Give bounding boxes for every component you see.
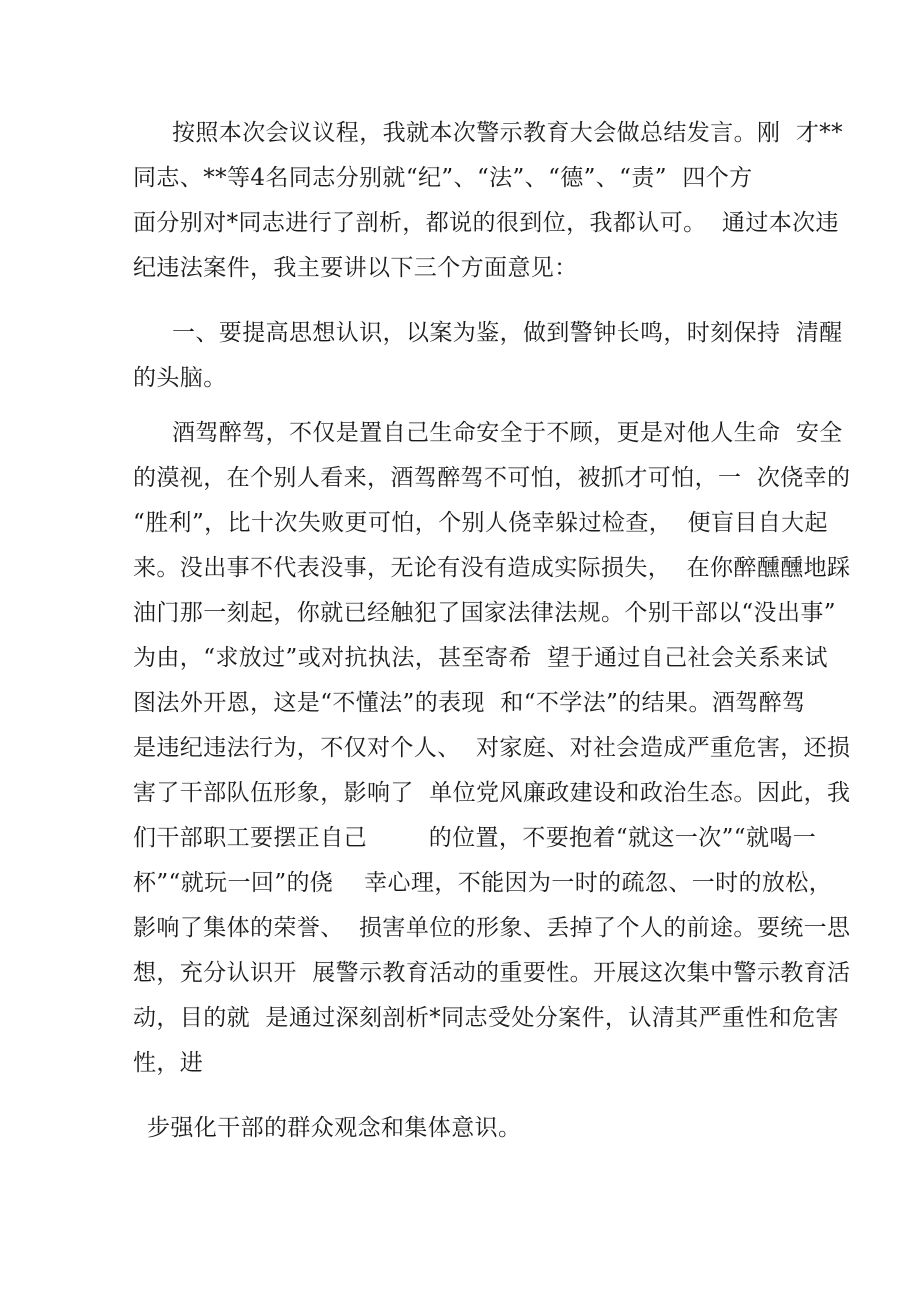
text-line: 油门那一刻起，你就已经触犯了国家法律法规。个别干部以“没出事”: [133, 600, 836, 626]
text-line: 性，进: [133, 1050, 204, 1076]
text-line: 杯”“就玩一回”的侥 幸心理，不能因为一时的疏忽、一时的放松，: [133, 870, 833, 896]
text-line: 的漠视，在个别人看来，酒驾醉驾不可怕，被抓才可怕，一 次侥幸的: [133, 465, 851, 491]
text-line: 纪违法案件，我主要讲以下三个方面意见：: [133, 255, 578, 281]
text-line: 影响了集体的荣誉、 损害单位的形象、丢掉了个人的前途。要统一思: [133, 915, 851, 941]
text-line: 同志、**等4名同志分别就“纪”、“法”、“德”、“责” 四个方: [133, 165, 753, 191]
text-line: 图法外开恩，这是“不懂法”的表现 和“不学法”的结果。酒驾醉驾: [133, 690, 806, 716]
section-heading-line: 的头脑。: [133, 365, 227, 391]
section-heading-line: 一、要提高思想认识，以案为鉴，做到警钟长鸣，时刻保持 清醒: [172, 320, 843, 346]
text-line: 面分别对*同志进行了剖析，都说的很到位，我都认可。 通过本次违: [133, 210, 839, 236]
text-line: “胜利”，比十次失败更可怕，个别人侥幸躲过检查， 便盲目自大起: [133, 510, 828, 536]
text-line: 是违纪违法行为，不仅对个人、 对家庭、对社会造成严重危害，还损: [133, 735, 851, 761]
text-line: 为由，“求放过”或对抗执法，甚至寄希 望于通过自己社会关系来试: [133, 645, 828, 671]
text-line: 步强化干部的群众观念和集体意识。: [147, 1115, 522, 1141]
text-line: 害了干部队伍形象，影响了 单位党风廉政建设和政治生态。因此，我: [133, 780, 851, 806]
text-line: 按照本次会议议程，我就本次警示教育大会做总结发言。刚 才**: [172, 120, 844, 146]
text-line: 想，充分认识开 展警示教育活动的重要性。开展这次集中警示教育活: [133, 960, 851, 986]
text-line: 酒驾醉驾，不仅是置自己生命安全于不顾，更是对他人生命 安全: [172, 420, 843, 446]
text-line: 动，目的就 是通过深刻剖析*同志受处分案件，认清其严重性和危害: [133, 1005, 839, 1031]
text-line: 们干部职工要摆正自己 的位置，不要抱着“就这一次”“就喝一: [133, 825, 817, 851]
text-line: 来。没出事不代表没事，无论有没有造成实际损失， 在你醉醺醺地踩: [133, 555, 851, 581]
